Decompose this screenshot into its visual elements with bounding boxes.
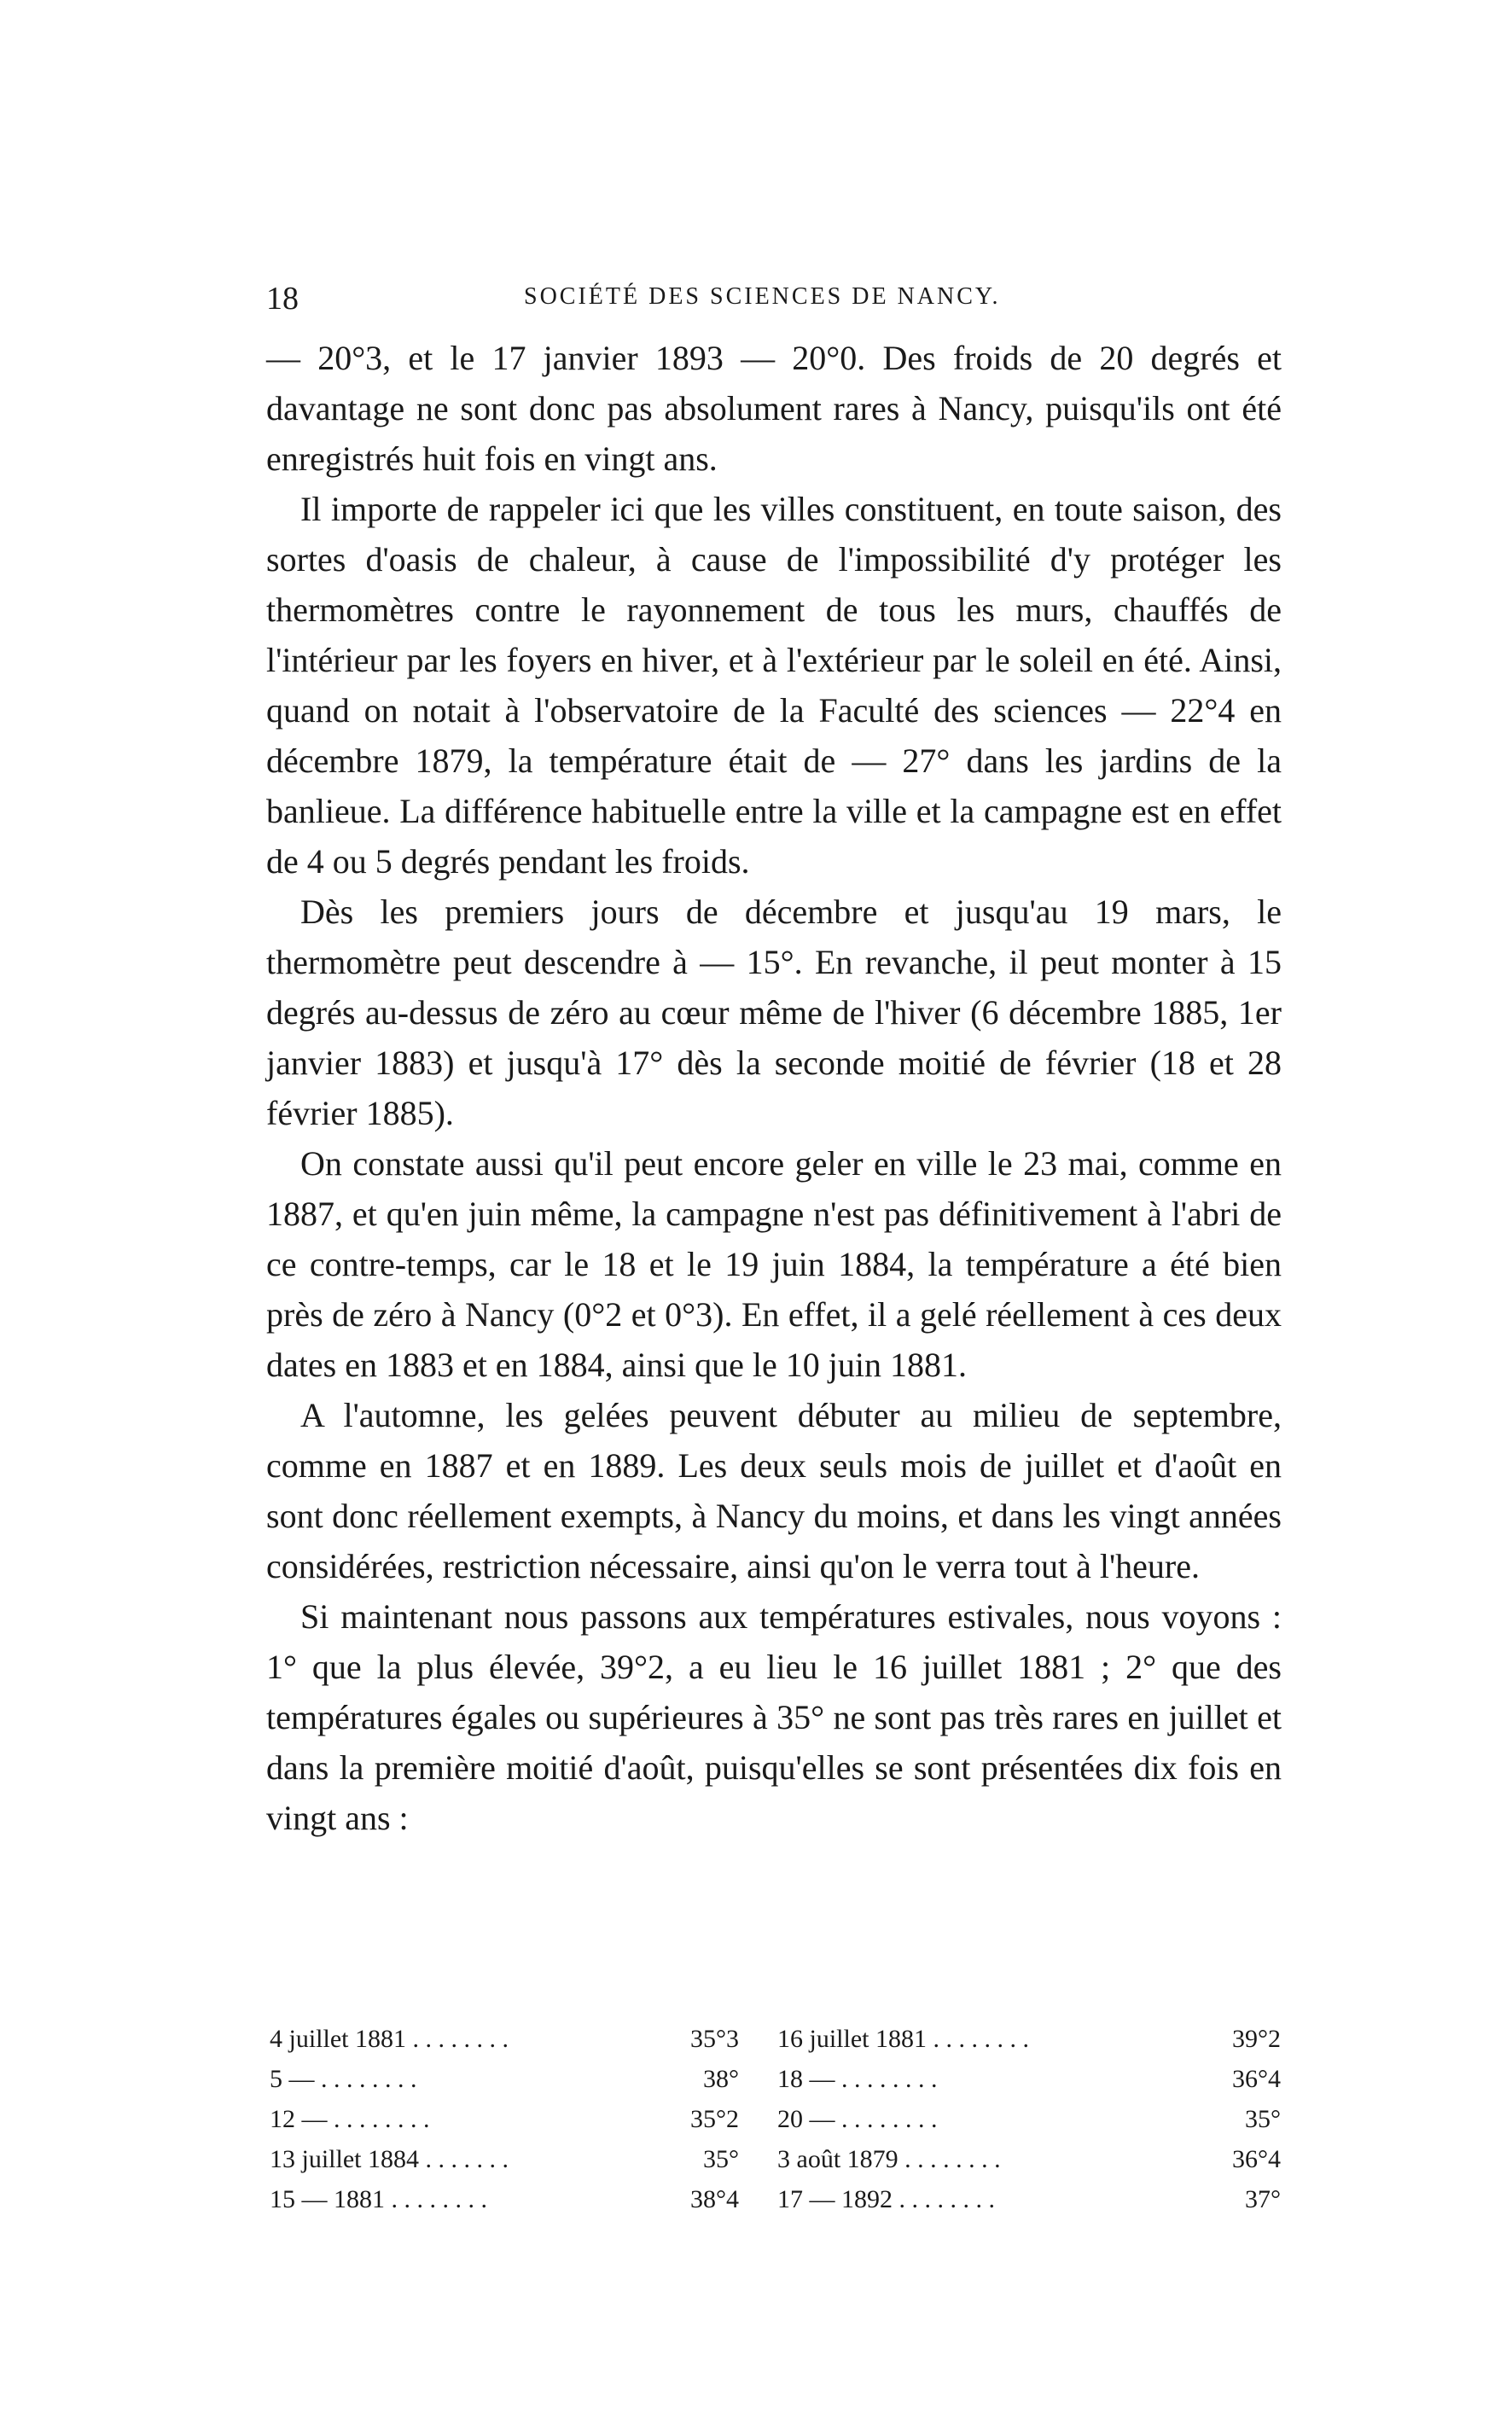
date-label: 16 juillet 1881 . . . . . . . .	[777, 2025, 1029, 2053]
date-label: 17 — 1892 . . . . . . . .	[777, 2185, 995, 2213]
table-cell-right	[777, 2139, 1285, 2179]
table-row	[270, 2019, 1285, 2059]
table-cell-left	[270, 2019, 777, 2059]
table-cell-right	[777, 2179, 1285, 2219]
date-label: 13 juillet 1884 . . . . . . .	[270, 2145, 509, 2173]
table-cell-left	[270, 2099, 777, 2139]
paragraph: Si maintenant nous passons aux températures estivales, nous voyons : 1° que la plus élevée, 39°2, a eu lieu le 16 juillet 1881 ; 2° que des températures égales ou supérieures à 35° ne sont pas très rares en juillet et dans la première moitié d'août, puisqu'elles se sont présentées dix fois en vingt ans :	[266, 1597, 1282, 1837]
table-cell-left	[270, 2059, 777, 2099]
paragraph: Il importe de rappeler ici que les villes constituent, en toute saison, des sortes d'oasis de chaleur, à cause de l'impossibilité d'y protéger les thermomètres contre le rayonnement de tous les murs, chauffés de l'intérieur par les foyers en hiver, et à l'extérieur par le soleil en été. Ainsi, quand on notait à l'observatoire de la Faculté des sciences — 22°4 en décembre 1879, la température était de — 27° dans les jardins de la banlieue. La différence habituelle entre la ville et la campagne est en effet de 4 ou 5 degrés pendant les froids.	[266, 490, 1282, 881]
temperature-value: 38°4	[690, 2185, 739, 2213]
paragraph: A l'automne, les gelées peuvent débuter au milieu de septembre, comme en 1887 et en 1889. Les deux seuls mois de juillet et d'août en sont donc réellement exempts, à Nancy du moins, et dans les vingt années considérées, restriction nécessaire, ainsi qu'on le verra tout à l'heure.	[266, 1396, 1282, 1585]
table-cell-left	[270, 2139, 777, 2179]
temperature-value: 38°	[703, 2065, 739, 2093]
paragraph: On constate aussi qu'il peut encore geler en ville le 23 mai, comme en 1887, et qu'en juin même, la campagne n'est pas définitivement à l'abri de ce contre-temps, car le 18 et le 19 juin 1884, la température a été bien près de zéro à Nancy (0°2 et 0°3). En effet, il a gelé réellement à ces deux dates en 1883 et en 1884, ainsi que le 10 juin 1881.	[266, 1144, 1282, 1384]
date-label: 5 — . . . . . . . .	[270, 2065, 417, 2093]
body-text	[266, 333, 1282, 1843]
table-row	[270, 2099, 1285, 2139]
temperature-value: 35°	[1245, 2105, 1281, 2133]
date-label: 20 — . . . . . . . .	[777, 2105, 938, 2133]
paragraph: Dès les premiers jours de décembre et jusqu'au 19 mars, le thermomètre peut descendre à — 15°. En revanche, il peut monter à 15 degrés au-dessus de zéro au cœur même de l'hiver (6 décembre 1885, 1er janvier 1883) et jusqu'à 17° dès la seconde moitié de février (18 et 28 février 1885).	[266, 893, 1282, 1132]
temperature-value: 39°2	[1232, 2025, 1281, 2053]
table-cell-right	[777, 2019, 1285, 2059]
table-row	[270, 2139, 1285, 2179]
date-label: 3 août 1879 . . . . . . . .	[777, 2145, 1001, 2173]
temperature-value: 35°2	[690, 2105, 739, 2133]
date-label: 18 — . . . . . . . .	[777, 2065, 938, 2093]
journal-title: SOCIÉTÉ DES SCIENCES DE NANCY.	[524, 283, 1001, 310]
table-row	[270, 2179, 1285, 2219]
temperature-table	[270, 2019, 1285, 2219]
paragraph: — 20°3, et le 17 janvier 1893 — 20°0. Des froids de 20 degrés et davantage ne sont donc pas absolument rares à Nancy, puisqu'ils ont été enregistrés huit fois en vingt ans.	[266, 339, 1282, 478]
table-cell-right	[777, 2059, 1285, 2099]
date-label: 15 — 1881 . . . . . . . .	[270, 2185, 487, 2213]
table-cell-right	[777, 2099, 1285, 2139]
temperature-value: 36°4	[1232, 2145, 1281, 2173]
table-row	[270, 2059, 1285, 2099]
table-cell-left	[270, 2179, 777, 2219]
date-label: 4 juillet 1881 . . . . . . . .	[270, 2025, 509, 2053]
running-head	[266, 280, 1290, 321]
temperature-value: 35°3	[690, 2025, 739, 2053]
date-label: 12 — . . . . . . . .	[270, 2105, 430, 2133]
temperature-value: 36°4	[1232, 2065, 1281, 2093]
temperature-value: 35°	[703, 2145, 739, 2173]
temperature-value: 37°	[1245, 2185, 1281, 2213]
page-number: 18	[266, 281, 299, 317]
